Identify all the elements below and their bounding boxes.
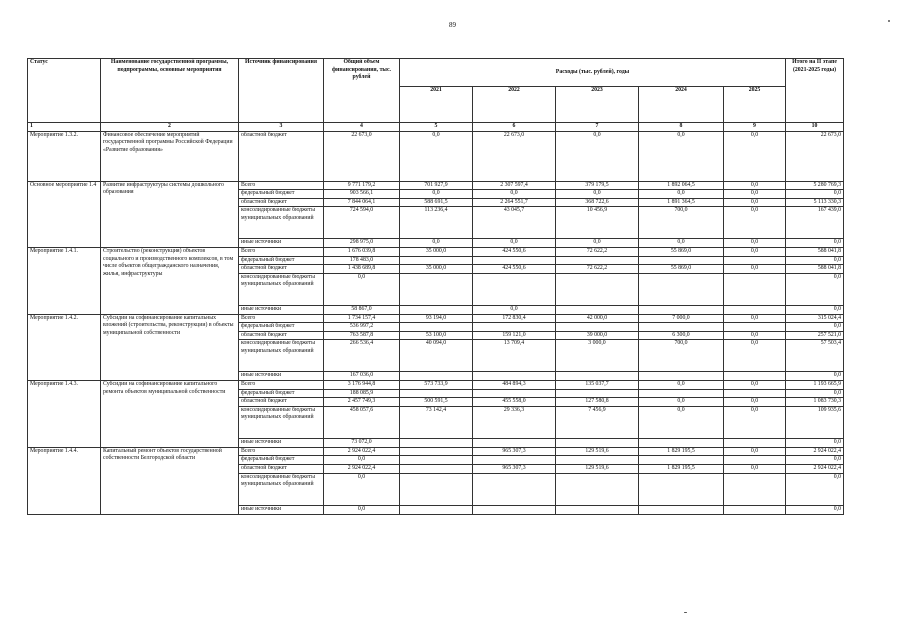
funding-source: областной бюджет <box>239 265 324 274</box>
funding-source: иные источники <box>239 305 324 314</box>
amount-y2024: 1 891 364,5 <box>639 198 724 207</box>
amount-y2024: 0,0 <box>639 381 724 390</box>
amount-y2024: 7 000,0 <box>639 314 724 323</box>
amount-y2023: 0,0 <box>556 190 639 199</box>
amount-y2025: 0,0 <box>724 181 786 190</box>
amount-y2022: 484 894,3 <box>473 381 556 390</box>
row-status: Мероприятие 1.4.3. <box>28 381 101 448</box>
amount-y2021 <box>400 447 473 456</box>
header-year-2022: 2022 <box>473 87 556 123</box>
funding-source: областной бюджет <box>239 331 324 340</box>
amount-total: 188 085,9 <box>324 389 400 398</box>
column-number: 7 <box>556 123 639 132</box>
header-source: Источник финансирования <box>239 59 324 123</box>
amount-y2024 <box>639 305 724 314</box>
row-status: Мероприятие 1.4.2. <box>28 314 101 381</box>
amount-y2022 <box>473 389 556 398</box>
amount-y2024: 1 892 064,5 <box>639 181 724 190</box>
amount-stage: 588 041,8 <box>786 248 844 257</box>
amount-y2022: 172 830,4 <box>473 314 556 323</box>
amount-y2022: 424 550,6 <box>473 248 556 257</box>
amount-y2023: 0,0 <box>556 131 639 181</box>
header-stage-total: Итого на II этапе (2021-2025 годы) <box>786 59 844 123</box>
amount-y2025 <box>724 273 786 305</box>
amount-y2022 <box>473 438 556 447</box>
amount-y2023: 7 456,9 <box>556 406 639 438</box>
amount-y2025 <box>724 305 786 314</box>
amount-y2023: 129 519,6 <box>556 447 639 456</box>
column-number: 2 <box>101 123 239 132</box>
amount-y2024 <box>639 473 724 505</box>
amount-y2022: 29 336,3 <box>473 406 556 438</box>
amount-total: 167 036,0 <box>324 372 400 381</box>
amount-stage: 0,0 <box>786 273 844 305</box>
table-row <box>28 381 844 390</box>
table-row <box>28 131 844 181</box>
amount-stage: 0,0 <box>786 239 844 248</box>
amount-total: 73 072,0 <box>324 438 400 447</box>
amount-y2025: 0,0 <box>724 331 786 340</box>
amount-y2023: 3 000,0 <box>556 340 639 372</box>
amount-stage: 315 024,4 <box>786 314 844 323</box>
amount-y2021 <box>400 464 473 473</box>
amount-y2022: 43 045,7 <box>473 207 556 239</box>
amount-y2023 <box>556 456 639 465</box>
page-number: 89 <box>449 21 456 29</box>
header-year-2024: 2024 <box>639 87 724 123</box>
amount-y2022 <box>473 273 556 305</box>
amount-y2023 <box>556 305 639 314</box>
amount-y2021: 0,0 <box>400 239 473 248</box>
amount-stage: 0,0 <box>786 305 844 314</box>
table-row <box>28 447 844 456</box>
funding-source: областной бюджет <box>239 398 324 407</box>
amount-y2025: 0,0 <box>724 340 786 372</box>
amount-total: 178 483,0 <box>324 256 400 265</box>
amount-stage: 0,0 <box>786 438 844 447</box>
amount-y2025: 0,0 <box>724 248 786 257</box>
amount-y2025 <box>724 372 786 381</box>
amount-y2024: 0,0 <box>639 398 724 407</box>
amount-y2021: 113 236,4 <box>400 207 473 239</box>
amount-stage: 0,0 <box>786 505 844 514</box>
column-number: 5 <box>400 123 473 132</box>
amount-stage: 1 193 665,9 <box>786 381 844 390</box>
amount-y2023: 42 000,0 <box>556 314 639 323</box>
amount-y2024: 6 300,0 <box>639 331 724 340</box>
funding-source: федеральный бюджет <box>239 323 324 332</box>
amount-y2023 <box>556 473 639 505</box>
amount-stage: 109 935,6 <box>786 406 844 438</box>
amount-y2025 <box>724 473 786 505</box>
amount-total: 1 676 039,8 <box>324 248 400 257</box>
amount-y2023: 127 580,8 <box>556 398 639 407</box>
row-name: Строительство (реконструкция) объектов социального и производственного комплексов, в том числе объектов общегражданского назначения, жилья, инфраструктуры <box>101 248 239 315</box>
amount-stage: 0,0 <box>786 256 844 265</box>
amount-y2025: 0,0 <box>724 198 786 207</box>
amount-y2021 <box>400 389 473 398</box>
amount-total: 22 673,0 <box>324 131 400 181</box>
amount-y2024: 55 869,0 <box>639 248 724 257</box>
amount-y2025: 0,0 <box>724 398 786 407</box>
row-name: Субсидии на софинансирование капитальных вложений (строительства, реконструкции) в объекты муниципальной собственности <box>101 314 239 381</box>
column-number: 10 <box>786 123 844 132</box>
amount-y2022: 13 709,4 <box>473 340 556 372</box>
header-year-2023: 2023 <box>556 87 639 123</box>
row-status: Мероприятие 1.3.2. <box>28 131 101 181</box>
amount-y2021 <box>400 372 473 381</box>
row-name: Капитальный ремонт объектов государственной собственности Белгородской области <box>101 447 239 514</box>
amount-y2021: 573 733,9 <box>400 381 473 390</box>
amount-stage: 0,0 <box>786 372 844 381</box>
amount-y2021: 73 142,4 <box>400 406 473 438</box>
amount-y2021 <box>400 273 473 305</box>
amount-y2022: 2 264 551,7 <box>473 198 556 207</box>
scan-artifact <box>888 20 890 22</box>
amount-y2021: 40 094,0 <box>400 340 473 372</box>
row-name: Развитие инфраструктуры системы дошкольного образования <box>101 181 239 248</box>
column-number: 1 <box>28 123 101 132</box>
amount-stage: 2 924 022,4 <box>786 447 844 456</box>
amount-y2025 <box>724 505 786 514</box>
amount-total: 9 771 179,2 <box>324 181 400 190</box>
amount-y2021: 93 194,0 <box>400 314 473 323</box>
funding-source: Всего <box>239 381 324 390</box>
funding-source: федеральный бюджет <box>239 256 324 265</box>
amount-y2024: 700,0 <box>639 340 724 372</box>
amount-y2025 <box>724 456 786 465</box>
column-number: 8 <box>639 123 724 132</box>
amount-y2024: 0,0 <box>639 190 724 199</box>
funding-source: Всего <box>239 447 324 456</box>
row-status: Мероприятие 1.4.1. <box>28 248 101 315</box>
table-row <box>28 248 844 257</box>
column-number: 6 <box>473 123 556 132</box>
amount-stage: 167 439,0 <box>786 207 844 239</box>
header-total: Общий объем финансирования, тыс. рублей <box>324 59 400 123</box>
amount-y2022: 0,0 <box>473 190 556 199</box>
table-row <box>28 314 844 323</box>
amount-y2022: 2 307 597,4 <box>473 181 556 190</box>
amount-total: 0,0 <box>324 473 400 505</box>
row-name: Субсидии на софинансирование капитального ремонта объектов муниципальной собственности <box>101 381 239 448</box>
amount-y2025: 0,0 <box>724 190 786 199</box>
amount-total: 2 457 749,3 <box>324 398 400 407</box>
amount-y2023: 72 622,2 <box>556 248 639 257</box>
amount-y2021: 0,0 <box>400 131 473 181</box>
amount-y2025: 0,0 <box>724 447 786 456</box>
amount-y2022: 965 307,3 <box>473 464 556 473</box>
amount-total: 0,0 <box>324 456 400 465</box>
amount-y2021: 0,0 <box>400 190 473 199</box>
amount-y2025 <box>724 389 786 398</box>
amount-y2023: 0,0 <box>556 239 639 248</box>
amount-y2024 <box>639 456 724 465</box>
amount-stage: 5 280 769,3 <box>786 181 844 190</box>
amount-y2021 <box>400 323 473 332</box>
amount-y2022 <box>473 323 556 332</box>
amount-y2021: 53 100,0 <box>400 331 473 340</box>
amount-y2023 <box>556 372 639 381</box>
funding-source: Всего <box>239 314 324 323</box>
amount-y2025 <box>724 256 786 265</box>
amount-y2024 <box>639 438 724 447</box>
amount-y2023: 135 037,7 <box>556 381 639 390</box>
header-expenses: Расходы (тыс. рублей), годы <box>400 59 786 87</box>
funding-source: иные источники <box>239 505 324 514</box>
table-row <box>28 181 844 190</box>
amount-y2022: 159 121,0 <box>473 331 556 340</box>
amount-y2023 <box>556 438 639 447</box>
funding-source: областной бюджет <box>239 131 324 181</box>
row-name: Финансовое обеспечение мероприятий государственной программы Российской Федерации «Развитие образования» <box>101 131 239 181</box>
amount-y2024: 0,0 <box>639 131 724 181</box>
amount-stage: 57 503,4 <box>786 340 844 372</box>
amount-stage: 0,0 <box>786 323 844 332</box>
amount-y2025: 0,0 <box>724 381 786 390</box>
amount-y2025: 0,0 <box>724 406 786 438</box>
amount-total: 763 587,8 <box>324 331 400 340</box>
amount-y2021 <box>400 305 473 314</box>
amount-y2024 <box>639 372 724 381</box>
funding-source: консолидированные бюджеты муниципальных образований <box>239 406 324 438</box>
amount-y2022 <box>473 256 556 265</box>
column-number: 4 <box>324 123 400 132</box>
amount-y2024 <box>639 505 724 514</box>
amount-stage: 0,0 <box>786 389 844 398</box>
amount-y2023: 368 722,6 <box>556 198 639 207</box>
amount-stage: 0,0 <box>786 473 844 505</box>
amount-y2024 <box>639 256 724 265</box>
amount-y2021: 35 000,0 <box>400 265 473 274</box>
amount-y2021 <box>400 505 473 514</box>
amount-total: 2 924 022,4 <box>324 447 400 456</box>
amount-y2022: 424 550,6 <box>473 265 556 274</box>
amount-y2021 <box>400 256 473 265</box>
amount-stage: 588 041,8 <box>786 265 844 274</box>
amount-stage: 0,0 <box>786 190 844 199</box>
amount-stage: 257 521,0 <box>786 331 844 340</box>
amount-y2025 <box>724 323 786 332</box>
amount-y2022 <box>473 372 556 381</box>
amount-y2021 <box>400 438 473 447</box>
amount-total: 266 536,4 <box>324 340 400 372</box>
amount-y2025: 0,0 <box>724 131 786 181</box>
amount-y2025 <box>724 438 786 447</box>
amount-y2023: 39 000,0 <box>556 331 639 340</box>
funding-source: консолидированные бюджеты муниципальных образований <box>239 273 324 305</box>
amount-total: 903 566,1 <box>324 190 400 199</box>
amount-y2025: 0,0 <box>724 207 786 239</box>
header-name: Наименование государственной программы, подпрограммы, основные мероприятия <box>101 59 239 123</box>
amount-total: 298 975,0 <box>324 239 400 248</box>
amount-y2023: 129 519,6 <box>556 464 639 473</box>
amount-stage: 0,0 <box>786 456 844 465</box>
amount-y2024 <box>639 389 724 398</box>
header-year-2021: 2021 <box>400 87 473 123</box>
amount-y2025: 0,0 <box>724 314 786 323</box>
amount-total: 2 924 022,4 <box>324 464 400 473</box>
amount-y2022: 455 558,0 <box>473 398 556 407</box>
amount-y2025: 0,0 <box>724 265 786 274</box>
column-number-row <box>28 123 844 132</box>
amount-y2023 <box>556 273 639 305</box>
amount-y2022 <box>473 456 556 465</box>
amount-stage: 22 673,0 <box>786 131 844 181</box>
amount-y2024: 700,0 <box>639 207 724 239</box>
amount-total: 1 734 157,4 <box>324 314 400 323</box>
scan-artifact <box>684 612 687 613</box>
amount-y2023 <box>556 323 639 332</box>
amount-y2024: 55 869,0 <box>639 265 724 274</box>
funding-source: федеральный бюджет <box>239 389 324 398</box>
amount-y2023 <box>556 389 639 398</box>
amount-total: 7 844 064,1 <box>324 198 400 207</box>
amount-total: 458 057,6 <box>324 406 400 438</box>
header-year-2025: 2025 <box>724 87 786 123</box>
amount-y2022: 965 307,3 <box>473 447 556 456</box>
amount-stage: 5 113 330,3 <box>786 198 844 207</box>
budget-table <box>27 58 844 515</box>
amount-y2024: 0,0 <box>639 406 724 438</box>
column-number: 3 <box>239 123 324 132</box>
amount-y2023 <box>556 505 639 514</box>
amount-y2022: 0,0 <box>473 305 556 314</box>
amount-y2022: 0,0 <box>473 239 556 248</box>
amount-y2024: 0,0 <box>639 239 724 248</box>
amount-y2023: 72 622,2 <box>556 265 639 274</box>
header-status: Статус <box>28 59 101 123</box>
funding-source: иные источники <box>239 239 324 248</box>
amount-total: 1 438 689,8 <box>324 265 400 274</box>
amount-y2021: 35 000,0 <box>400 248 473 257</box>
amount-y2023: 379 179,5 <box>556 181 639 190</box>
amount-y2022 <box>473 473 556 505</box>
funding-source: областной бюджет <box>239 464 324 473</box>
amount-total: 3 176 944,8 <box>324 381 400 390</box>
funding-source: Всего <box>239 248 324 257</box>
amount-y2021 <box>400 456 473 465</box>
amount-y2023: 10 456,9 <box>556 207 639 239</box>
funding-source: консолидированные бюджеты муниципальных образований <box>239 207 324 239</box>
column-number: 9 <box>724 123 786 132</box>
amount-y2023 <box>556 256 639 265</box>
amount-y2024: 1 829 195,5 <box>639 447 724 456</box>
amount-y2021: 701 927,9 <box>400 181 473 190</box>
amount-stage: 1 083 730,3 <box>786 398 844 407</box>
funding-source: федеральный бюджет <box>239 190 324 199</box>
row-status: Мероприятие 1.4.4. <box>28 447 101 514</box>
funding-source: консолидированные бюджеты муниципальных образований <box>239 340 324 372</box>
amount-y2024 <box>639 273 724 305</box>
amount-y2024 <box>639 323 724 332</box>
funding-source: консолидированные бюджеты муниципальных образований <box>239 473 324 505</box>
amount-y2022 <box>473 505 556 514</box>
amount-y2021: 500 591,5 <box>400 398 473 407</box>
amount-total: 0,0 <box>324 505 400 514</box>
amount-y2025: 0,0 <box>724 239 786 248</box>
funding-source: областной бюджет <box>239 198 324 207</box>
amount-y2025: 0,0 <box>724 464 786 473</box>
row-status: Основное мероприятие 1.4 <box>28 181 101 248</box>
amount-y2022: 22 673,0 <box>473 131 556 181</box>
amount-y2021 <box>400 473 473 505</box>
amount-stage: 2 924 022,4 <box>786 464 844 473</box>
funding-source: федеральный бюджет <box>239 456 324 465</box>
amount-total: 536 997,2 <box>324 323 400 332</box>
amount-y2024: 1 829 195,5 <box>639 464 724 473</box>
amount-total: 724 594,0 <box>324 207 400 239</box>
funding-source: иные источники <box>239 372 324 381</box>
amount-total: 0,0 <box>324 273 400 305</box>
funding-source: иные источники <box>239 438 324 447</box>
amount-total: 58 867,0 <box>324 305 400 314</box>
amount-y2021: 588 691,5 <box>400 198 473 207</box>
funding-source: Всего <box>239 181 324 190</box>
